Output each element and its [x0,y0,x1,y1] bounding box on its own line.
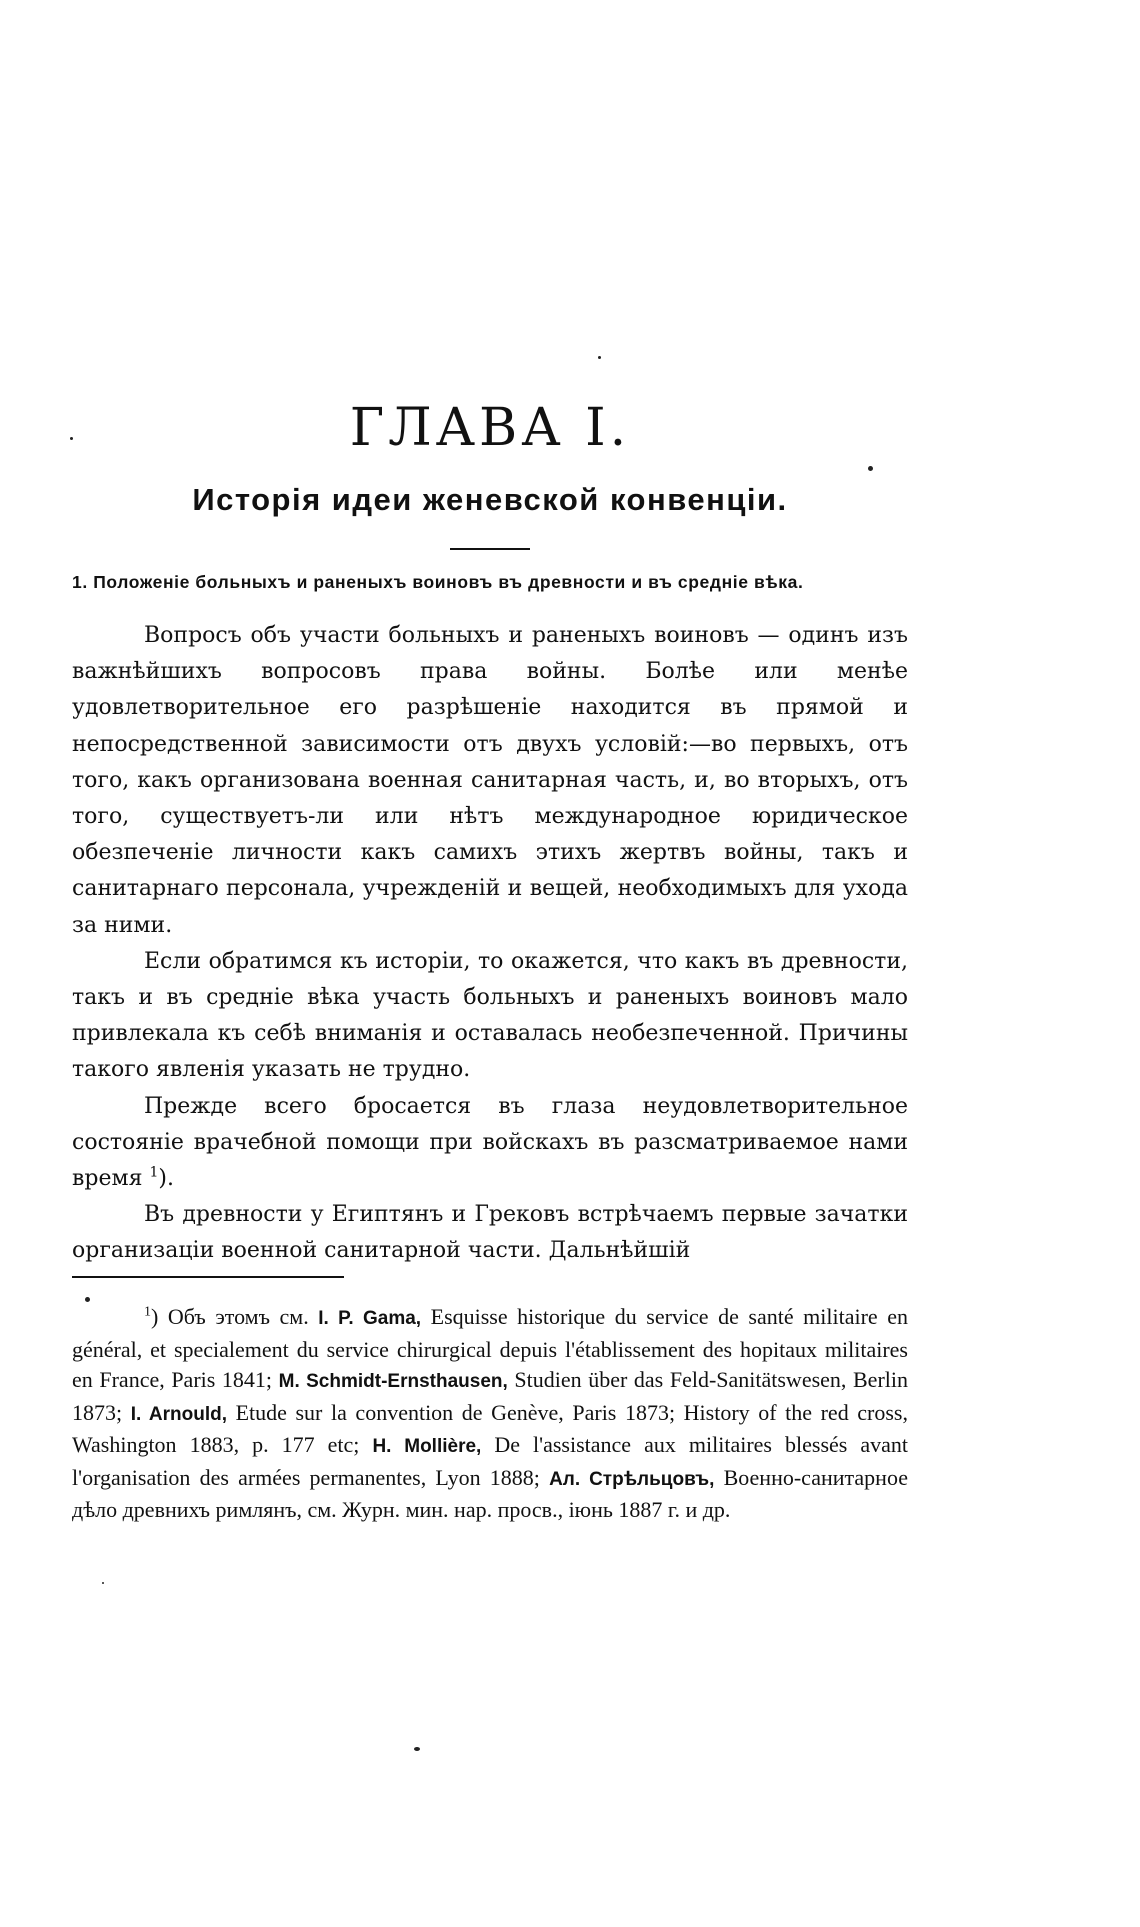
title-divider [450,548,530,550]
footnote-author-3: I. Arnould, [130,1403,228,1425]
paragraph-3-tail: ). [158,1166,174,1192]
scan-speck [70,437,73,440]
paragraph-3 [72,1089,908,1198]
section-heading: 1. Положеніе больныхъ и раненыхъ воиновъ въ древности и въ средніе вѣка. [72,572,804,592]
footnote-author-5: Ал. Стрѣльцовъ, [549,1468,715,1490]
footnote-author-4: H. Mollière, [372,1436,482,1457]
scan-speck [598,356,601,359]
footnote-author-2: M. Schmidt-Ernsthausen, [278,1371,508,1392]
footnote-seg-2: Esquisse historique du service de santé militaire en général, et specialement du service chirurgical depuis l'établissement des hopitaux militaires en France, Paris 1841; [72,1304,909,1392]
paragraph-3-text: Прежде всего бросается въ глаза неудовлетворительное состояніе врачебной помощи при войскахъ въ разсматриваемое нами время [72,1093,908,1192]
footnote-seg-1: ) Объ этомъ см. [151,1304,319,1329]
paragraph-4: Въ древности у Египтянъ и Грековъ встрѣчаемъ первые зачатки организаціи военной санитарной части. Дальнѣйшій [72,1202,908,1264]
footnote [72,1302,908,1526]
chapter-title: ГЛАВА I. [349,398,631,458]
scan-speck [102,1582,104,1584]
footnote-seg-4: Etude sur la convention de Genève, Paris 1873; History of the red cross, Washington 1883, p. 177 etc; [72,1399,908,1457]
paragraph-2: Если обратимся къ исторіи, то окажется, что какъ въ древности, такъ и въ средніе вѣка участь больныхъ и раненыхъ воиновъ мало привлекала къ себѣ вниманія и оставалась необезпеченной. Причины такого явленія указать не трудно. [72,948,908,1083]
scan-speck [85,1297,90,1302]
footnote-seg-5: De l'assistance aux militaires blessés avant l'organisation des armées permanentes, Lyon 1888; [72,1432,908,1490]
scan-speck [414,1747,420,1751]
footnote-seg-6: Военно-санитарное дѣло древнихъ римлянъ, см. Журн. мин. нар. просв., іюнь 1887 г. и др. [72,1464,908,1522]
main-text [72,618,908,1270]
footnote-author-1: I. P. Gama, [318,1308,422,1329]
chapter-subtitle: Исторія идеи женевской конвенціи. [192,482,788,517]
scan-speck [868,466,873,471]
footnote-marker: 1 [144,1304,151,1320]
footnote-reference: 1 [149,1164,159,1181]
footnote-divider [72,1276,344,1278]
footnote-seg-3: Studien über das Feld-Sanitätswesen, Berlin 1873; [72,1367,908,1425]
paragraph-1: Вопросъ объ участи больныхъ и раненыхъ воиновъ — одинъ изъ важнѣйшихъ вопросовъ права войны. Болѣе или менѣе удовлетворительное его разрѣшеніе находится въ прямой и непосредственной зависимости отъ двухъ условій:—во первыхъ, отъ того, какъ организована военная санитарная часть, и, во вторыхъ, отъ того, существуетъ-ли или нѣтъ международное юридическое обезпеченіе личности какъ самихъ этихъ жертвъ войны, такъ и санитарнаго персонала, учрежденій и вещей, необходимыхъ для ухода за ними. [72,623,908,938]
footnote-text [72,1302,908,1526]
